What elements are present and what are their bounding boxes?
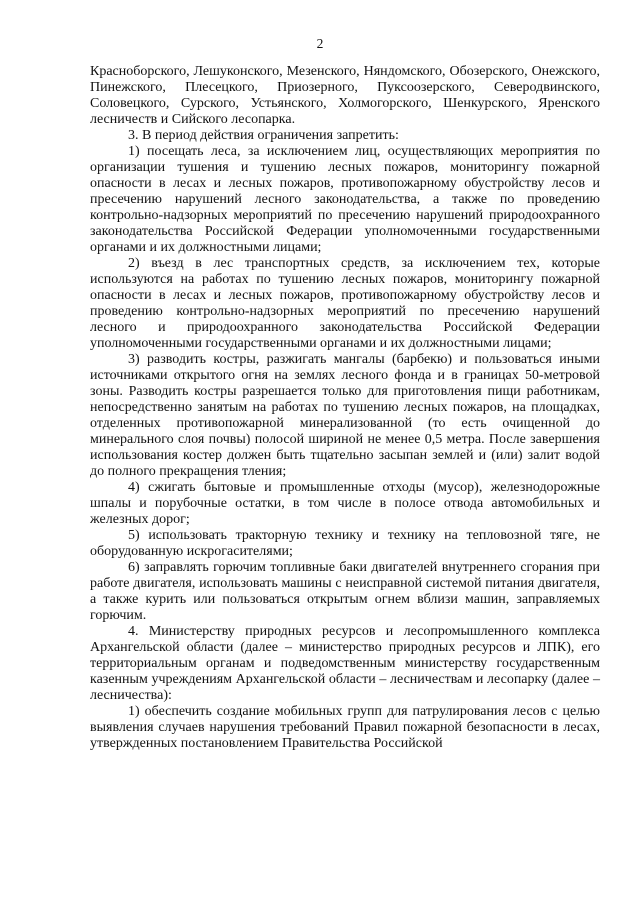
document-body bbox=[90, 64, 600, 752]
paragraph-subitem-1: 1) посещать леса, за исключением лиц, осуществляющих мероприятия по организации тушения и тушению лесных пожаров, мониторингу пожарной опасности в лесах и лесных пожаров, противопожарному обустройству лесов и пресечению нарушений лесного законодательства, а также по проведению контрольно-надзорных мероприятий по пресечению нарушений природоохранного законодательства Российской Федерации уполномоченными государственными органами и их должностными лицами; bbox=[90, 144, 600, 255]
paragraph-item-3-heading: 3. В период действия ограничения запретить: bbox=[128, 128, 399, 143]
paragraph-subitem-5: 5) использовать тракторную технику и технику на тепловозной тяге, не оборудованную искрогасителями; bbox=[90, 528, 600, 559]
paragraph-item-4: 4. Министерству природных ресурсов и лесопромышленного комплекса Архангельской области (далее – министерство природных ресурсов и ЛПК), его территориальным органам и подведомственным министерству государственным казенным учреждениям Архангельской области – лесничествам и лесопарку (далее – лесничества): bbox=[90, 624, 600, 703]
paragraph-item-4-subitem-1: 1) обеспечить создание мобильных групп для патрулирования лесов с целью выявления случаев нарушения требований Правил пожарной безопасности в лесах, утвержденных постановлением Правительства Российской bbox=[90, 704, 600, 751]
page-number: 2 bbox=[316, 36, 324, 51]
paragraph-subitem-2: 2) въезд в лес транспортных средств, за исключением тех, которые используются на работах по тушению лесных пожаров, мониторингу пожарной опасности в лесах и лесных пожаров, противопожарному обустройству лесов и проведению контрольно-надзорных мероприятий по пресечению нарушений лесного и природоохранного законодательства Российской Федерации уполномоченными государственными органами и их должностными лицами; bbox=[90, 256, 600, 351]
paragraph-subitem-4: 4) сжигать бытовые и промышленные отходы (мусор), железнодорожные шпалы и порубочные остатки, в том числе в полосе отвода автомобильных и железных дорог; bbox=[90, 480, 600, 527]
paragraph-subitem-3: 3) разводить костры, разжигать мангалы (барбекю) и пользоваться иными источниками открытого огня на землях лесного фонда и в границах 50-метровой зоны. Разводить костры разрешается только для приготовления пищи работникам, непосредственно занятым на работах по тушению лесных пожаров, на площадках, отделенных противопожарной минерализованной (то есть очищенной до минерального слоя почвы) полосой шириной не менее 0,5 метра. После завершения использования костер должен быть тщательно засыпан землей и (или) залит водой до полного прекращения тления; bbox=[90, 352, 600, 479]
paragraph-continuation: Красноборского, Лешуконского, Мезенского, Няндомского, Обозерского, Онежского, Пинежского, Плесецкого, Приозерного, Пуксоозерского, Северодвинского, Соловецкого, Сурского, Устьянского, Холмогорского, Шенкурского, Яренского лесничеств и Сийского лесопарка. bbox=[90, 64, 600, 127]
paragraph-subitem-6: 6) заправлять горючим топливные баки двигателей внутреннего сгорания при работе двигателя, использовать машины с неисправной системой питания двигателя, а также курить или пользоваться открытым огнем вблизи машин, заправляемых горючим. bbox=[90, 560, 600, 623]
